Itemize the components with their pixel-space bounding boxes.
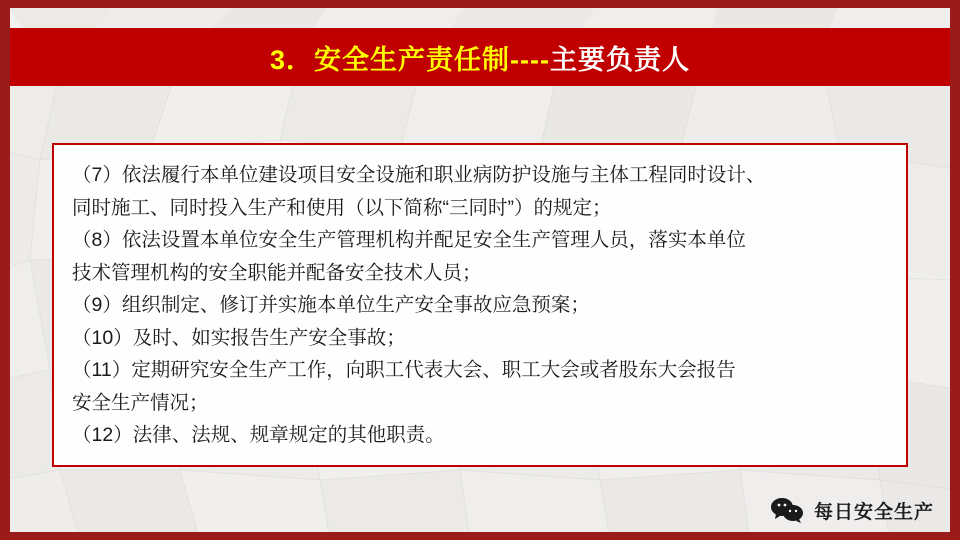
content-line: （9）组织制定、修订并实施本单位生产安全事故应急预案； (72, 294, 590, 316)
content-line: 技术管理机构的安全职能并配备安全技术人员； (72, 261, 482, 284)
content-line: （7）依法履行本单位建设项目安全设施和职业病防护设施与主体工程同时设计、 (72, 164, 766, 186)
frame-left-border (0, 0, 10, 540)
footer-watermark (770, 496, 934, 524)
content-line: （11）定期研究安全生产工作，向职工代表大会、职工大会或者股东大会报告 (72, 359, 736, 381)
frame-right-border (950, 0, 960, 540)
page-title (270, 38, 690, 77)
content-line: （8）依法设置本单位安全生产管理机构并配足安全生产管理人员，落实本单位 (72, 229, 746, 251)
page-title-main: 3．安全生产责任制---- (270, 44, 550, 75)
footer-label: 每日安全生产 (813, 501, 934, 523)
frame-top-border (0, 0, 960, 8)
frame-bottom-border (0, 532, 960, 540)
content-box (52, 143, 908, 467)
page-title-tail: 主要负责人 (549, 44, 690, 75)
wechat-icon (770, 496, 804, 524)
content-line: 同时施工、同时投入生产和使用（以下简称“三同时”）的规定； (72, 196, 612, 219)
content-line: （10）及时、如实报告生产安全事故； (72, 326, 406, 349)
slide-title-bar (10, 28, 950, 86)
content-line: （12）法律、法规、规章规定的其他职责。 (72, 424, 445, 446)
content-line: 安全生产情况； (72, 391, 209, 414)
